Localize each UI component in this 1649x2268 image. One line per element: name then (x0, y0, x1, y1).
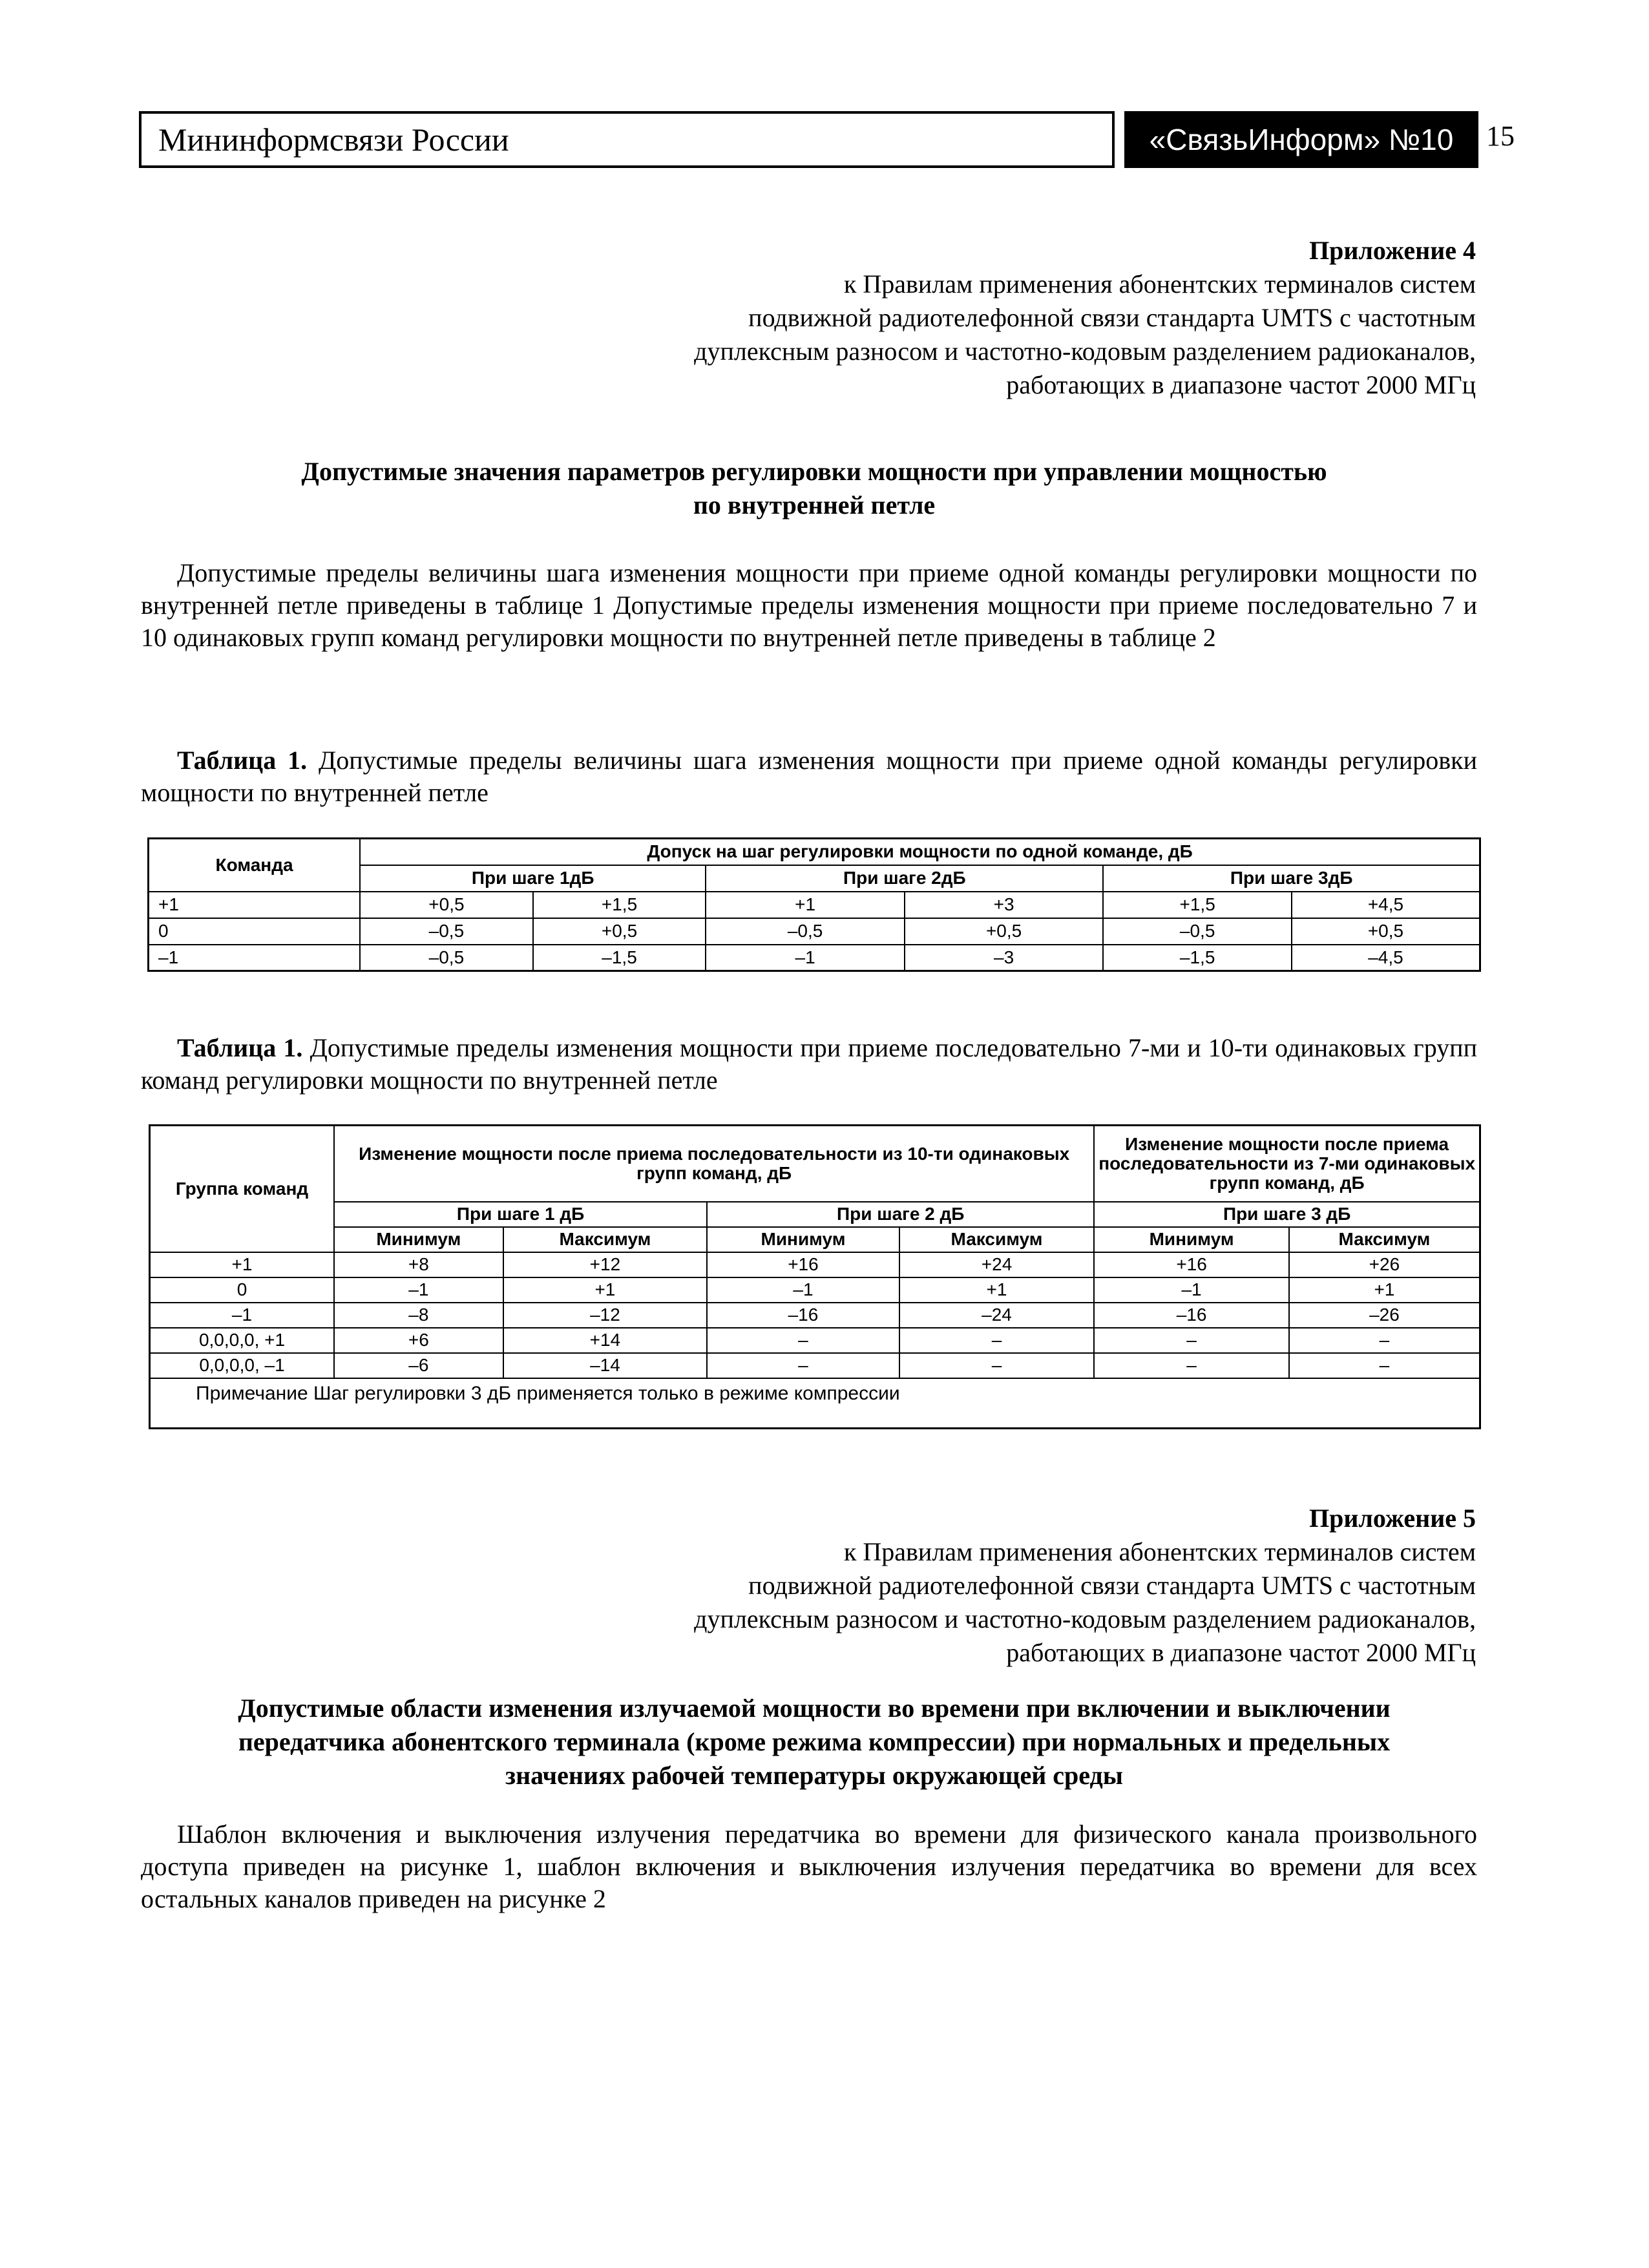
appendix5-title: Приложение 5 (1309, 1504, 1476, 1533)
appendix5-block (694, 1502, 1476, 1670)
section-heading-1 (149, 455, 1480, 522)
cell: –14 (503, 1353, 708, 1378)
table-row (150, 1303, 1480, 1328)
heading-line: по внутренней петле (693, 490, 936, 520)
cell: 0 (149, 918, 361, 945)
cell: – (1289, 1353, 1480, 1378)
paragraph-1: Допустимые пределы величины шага изменения мощности при приеме одной команды регулировки мощности по внутренней петле приведены в таблице 1 Допустимые пределы изменения мощности при приеме последовательно 7 и 10 одинаковых групп команд регулировки мощности по внутренней петле приведены в таблице 2 (141, 558, 1477, 652)
cell: –0,5 (360, 945, 533, 971)
cell: 0,0,0,0, +1 (150, 1328, 335, 1353)
cell: – (1094, 1328, 1289, 1353)
group-header: Допуск на шаг регулировки мощности по одной команде, дБ (360, 839, 1480, 865)
cell: –1,5 (533, 945, 706, 971)
paragraph-2: Шаблон включения и выключения излучения передатчика во времени для физического канала произвольного доступа приведен на рисунке 1, шаблон включения и выключения излучения передатчика во времени для всех остальных каналов приведен на рисунке 2 (141, 1820, 1477, 1913)
max-header: Максимум (1289, 1227, 1480, 1252)
step-header: При шаге 2дБ (706, 865, 1103, 892)
step-header: При шаге 3дБ (1103, 865, 1480, 892)
appendix4-line: подвижной радиотелефонной связи стандарта UMTS с частотным (748, 303, 1476, 332)
cell: +24 (899, 1252, 1095, 1277)
appendix4-line: дуплексным разносом и частотно-кодовым разделением радиоканалов, (694, 337, 1476, 366)
section-heading-2 (149, 1692, 1480, 1792)
table1-caption (141, 744, 1477, 809)
table-row (149, 945, 1480, 971)
cell: –1 (149, 945, 361, 971)
cell: – (1094, 1353, 1289, 1378)
cell: –1 (706, 945, 905, 971)
step-header: При шаге 3 дБ (1094, 1202, 1480, 1227)
appendix4-line: работающих в диапазоне частот 2000 МГц (1006, 370, 1476, 399)
table-row (150, 1353, 1480, 1378)
min-header: Минимум (707, 1227, 899, 1252)
cell: – (707, 1353, 899, 1378)
table-row (149, 892, 1480, 918)
appendix5-line: подвижной радиотелефонной связи стандарта UMTS с частотным (748, 1571, 1476, 1600)
step-header: При шаге 2 дБ (707, 1202, 1094, 1227)
cell: +1 (899, 1277, 1095, 1303)
cell: +1 (706, 892, 905, 918)
appendix4-block (694, 234, 1476, 402)
table2-caption-text: Допустимые пределы изменения мощности при приеме последовательно 7-ми и 10-ти одинаковых групп команд регулировки мощности по внутренней петле (141, 1033, 1477, 1095)
cell: +0,5 (1292, 918, 1480, 945)
cell: –1 (150, 1303, 335, 1328)
heading-line: Допустимые области изменения излучаемой мощности во времени при включении и выключении (238, 1694, 1391, 1723)
cell: –0,5 (706, 918, 905, 945)
cell: –12 (503, 1303, 708, 1328)
cell: –16 (707, 1303, 899, 1328)
table-row (150, 1277, 1480, 1303)
cell: +26 (1289, 1252, 1480, 1277)
heading-line: передатчика абонентского терминала (кроме режима компрессии) при нормальных и предельных (238, 1727, 1391, 1756)
appendix4-title: Приложение 4 (1309, 236, 1476, 265)
cell: +16 (1094, 1252, 1289, 1277)
header-journal: «СвязьИнформ» №10 (1124, 111, 1478, 168)
cell: +12 (503, 1252, 708, 1277)
page-number: 15 (1486, 120, 1515, 152)
cell: –1 (707, 1277, 899, 1303)
max-header: Максимум (503, 1227, 708, 1252)
header-publisher: Мининформсвязи России (139, 111, 1115, 168)
table-2 (149, 1124, 1481, 1429)
cell: 0 (150, 1277, 335, 1303)
cell: +1 (1289, 1277, 1480, 1303)
cell: –1 (334, 1277, 503, 1303)
cell: – (1289, 1328, 1480, 1353)
appendix5-line: дуплексным разносом и частотно-кодовым разделением радиоканалов, (694, 1604, 1476, 1633)
cell: –1 (1094, 1277, 1289, 1303)
cell: –0,5 (1103, 918, 1292, 945)
cell: –3 (905, 945, 1104, 971)
cell: +1 (150, 1252, 335, 1277)
cell: +16 (707, 1252, 899, 1277)
max-header: Максимум (899, 1227, 1095, 1252)
appendix5-line: работающих в диапазоне частот 2000 МГц (1006, 1638, 1476, 1667)
cell: –24 (899, 1303, 1095, 1328)
table-row (150, 1252, 1480, 1277)
cell: –6 (334, 1353, 503, 1378)
step-header: При шаге 1дБ (360, 865, 706, 892)
table2-caption-label: Таблица 1. (177, 1033, 303, 1062)
col-group-header: Группа команд (150, 1126, 335, 1252)
cell: +4,5 (1292, 892, 1480, 918)
step-header: При шаге 1 дБ (334, 1202, 707, 1227)
header-10-groups: Изменение мощности после приема последовательности из 10-ти одинаковых групп команд, дБ (334, 1126, 1094, 1202)
cell: +14 (503, 1328, 708, 1353)
col-command-header: Команда (149, 839, 361, 892)
cell: –26 (1289, 1303, 1480, 1328)
heading-line: значениях рабочей температуры окружающей среды (505, 1761, 1123, 1790)
cell: +1,5 (1103, 892, 1292, 918)
cell: –8 (334, 1303, 503, 1328)
table-1 (147, 837, 1481, 972)
min-header: Минимум (334, 1227, 503, 1252)
cell: – (899, 1328, 1095, 1353)
table2-note: Примечание Шаг регулировки 3 дБ применяется только в режиме компрессии (150, 1378, 1480, 1429)
cell: – (707, 1328, 899, 1353)
table2-caption (141, 1032, 1477, 1097)
heading-line: Допустимые значения параметров регулировки мощности при управлении мощностью (301, 457, 1327, 486)
cell: –4,5 (1292, 945, 1480, 971)
cell: +1,5 (533, 892, 706, 918)
header-7-groups: Изменение мощности после приема последовательности из 7-ми одинаковых групп команд, дБ (1094, 1126, 1480, 1202)
cell: –16 (1094, 1303, 1289, 1328)
appendix4-line: к Правилам применения абонентских терминалов систем (843, 269, 1476, 299)
cell: +1 (149, 892, 361, 918)
cell: +3 (905, 892, 1104, 918)
cell: 0,0,0,0, –1 (150, 1353, 335, 1378)
cell: –0,5 (360, 918, 533, 945)
cell: +0,5 (533, 918, 706, 945)
min-header: Минимум (1094, 1227, 1289, 1252)
table1-caption-text: Допустимые пределы величины шага изменения мощности при приеме одной команды регулировки мощности по внутренней петле (141, 746, 1477, 807)
cell: +0,5 (360, 892, 533, 918)
table-row (149, 918, 1480, 945)
appendix5-line: к Правилам применения абонентских терминалов систем (843, 1537, 1476, 1566)
cell: +1 (503, 1277, 708, 1303)
cell: – (899, 1353, 1095, 1378)
cell: +8 (334, 1252, 503, 1277)
cell: +6 (334, 1328, 503, 1353)
table1-caption-label: Таблица 1. (177, 746, 308, 775)
table-row (150, 1328, 1480, 1353)
cell: +0,5 (905, 918, 1104, 945)
cell: –1,5 (1103, 945, 1292, 971)
